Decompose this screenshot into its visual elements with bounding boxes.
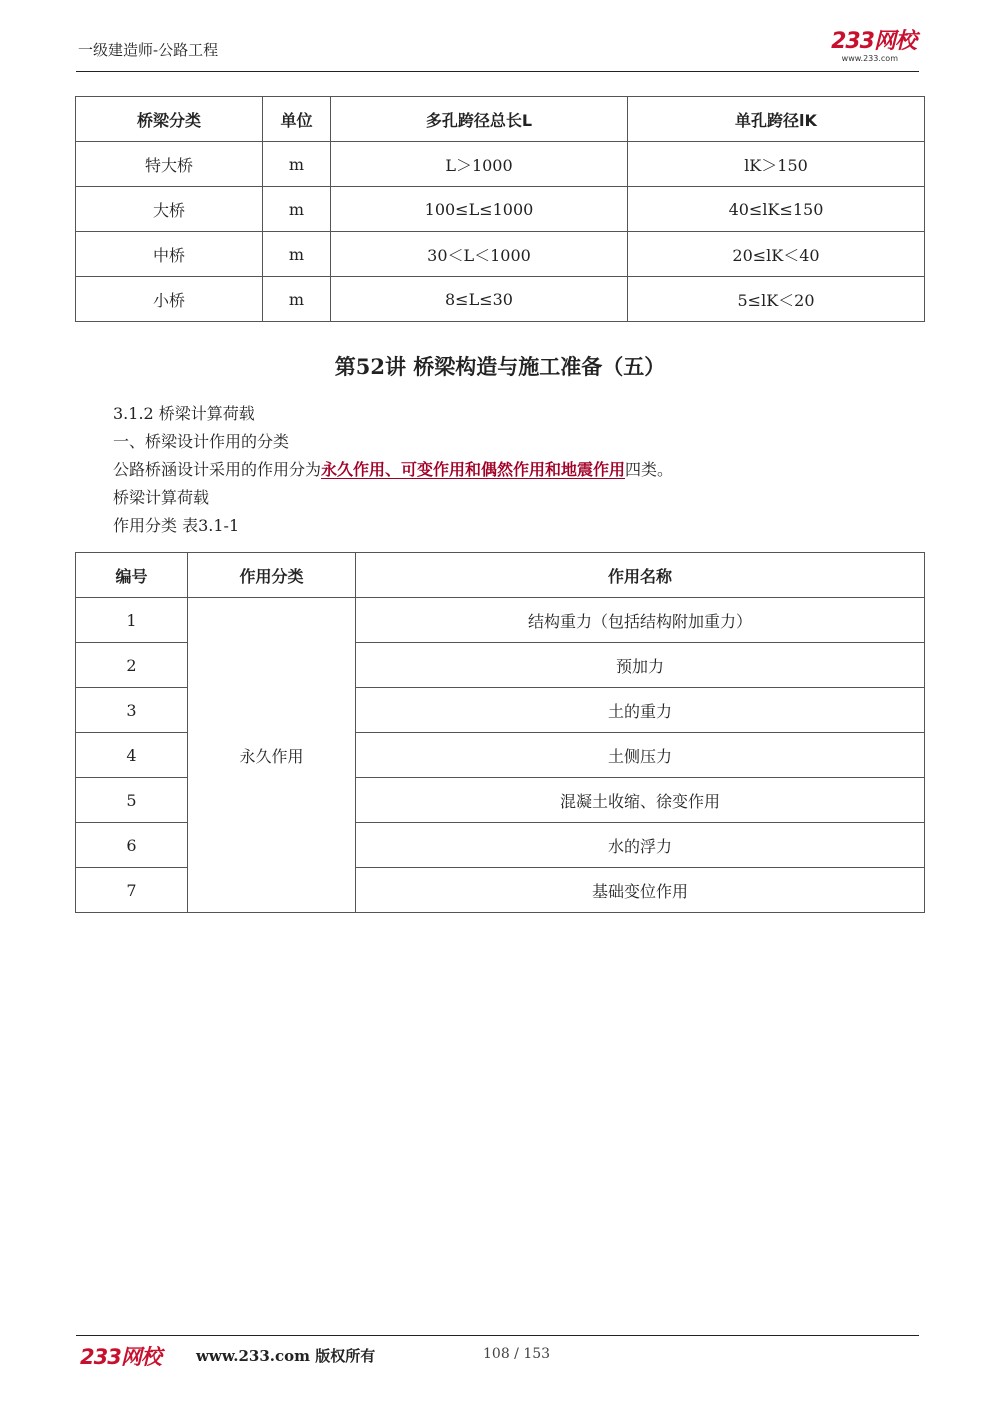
table-cell: lK＞150 — [628, 142, 925, 187]
column-header: 桥梁分类 — [76, 97, 263, 142]
action-name: 预加力 — [356, 643, 925, 688]
table-cell: m — [263, 232, 331, 277]
row-number: 5 — [76, 778, 188, 823]
table-cell: 小桥 — [76, 277, 263, 322]
row-number: 3 — [76, 688, 188, 733]
action-name: 混凝土收缩、徐变作用 — [356, 778, 925, 823]
header-divider — [76, 71, 919, 72]
table-cell: 40≤lK≤150 — [628, 187, 925, 232]
action-name: 基础变位作用 — [356, 868, 925, 913]
body-paragraph: 桥梁计算荷载 — [113, 488, 210, 507]
column-header: 作用分类 — [188, 553, 356, 598]
footer-site: www.233.com 版权所有 — [196, 1347, 376, 1365]
category-cell: 永久作用 — [188, 598, 356, 913]
row-number: 2 — [76, 643, 188, 688]
table-cell: 8≤L≤30 — [331, 277, 628, 322]
subsection-heading: 3.1.2 桥梁计算荷载 — [113, 404, 255, 423]
table-cell: 20≤lK＜40 — [628, 232, 925, 277]
table-header-row — [76, 97, 925, 142]
footer-logo: 233网校 — [80, 1345, 161, 1369]
table-cell: 30＜L＜1000 — [331, 232, 628, 277]
row-number: 4 — [76, 733, 188, 778]
table-cell: 大桥 — [76, 187, 263, 232]
action-classification-table — [75, 552, 925, 913]
table-cell: L＞1000 — [331, 142, 628, 187]
action-name: 水的浮力 — [356, 823, 925, 868]
brand-logo — [831, 30, 916, 63]
table-row — [76, 277, 925, 322]
column-header: 单位 — [263, 97, 331, 142]
row-number: 7 — [76, 868, 188, 913]
action-name: 结构重力（包括结构附加重力） — [356, 598, 925, 643]
subsection-heading: 一、桥梁设计作用的分类 — [113, 432, 290, 451]
table-row — [76, 142, 925, 187]
table-row — [76, 598, 925, 643]
action-name: 土的重力 — [356, 688, 925, 733]
table-cell: 100≤L≤1000 — [331, 187, 628, 232]
column-header: 单孔跨径lK — [628, 97, 925, 142]
table-row — [76, 232, 925, 277]
row-number: 1 — [76, 598, 188, 643]
row-number: 6 — [76, 823, 188, 868]
bridge-classification-table — [75, 96, 925, 322]
table-caption: 作用分类 表3.1-1 — [113, 516, 240, 535]
table-header-row — [76, 553, 925, 598]
body-paragraph — [113, 457, 673, 480]
table-row — [76, 187, 925, 232]
header-title: 一级建造师-公路工程 — [78, 41, 219, 59]
logo-url: www.233.com — [841, 54, 898, 63]
action-name: 土侧压力 — [356, 733, 925, 778]
paragraph-text: 四类。 — [625, 460, 674, 479]
column-header: 作用名称 — [356, 553, 925, 598]
table-cell: 特大桥 — [76, 142, 263, 187]
table-cell: m — [263, 277, 331, 322]
table-cell: m — [263, 142, 331, 187]
column-header: 多孔跨径总长L — [331, 97, 628, 142]
highlighted-text: 永久作用、可变作用和偶然作用和地震作用 — [321, 460, 626, 479]
table-cell: 5≤lK＜20 — [628, 277, 925, 322]
table-cell: 中桥 — [76, 232, 263, 277]
page-header — [76, 30, 920, 72]
paragraph-text: 公路桥涵设计采用的作用分为 — [113, 460, 322, 479]
page-number: 108 / 153 — [483, 1346, 551, 1362]
logo-text: 233网校 — [831, 29, 916, 54]
footer-divider — [76, 1335, 919, 1336]
column-header: 编号 — [76, 553, 188, 598]
section-title: 第52讲 桥梁构造与施工准备（五） — [334, 354, 666, 379]
table-cell: m — [263, 187, 331, 232]
